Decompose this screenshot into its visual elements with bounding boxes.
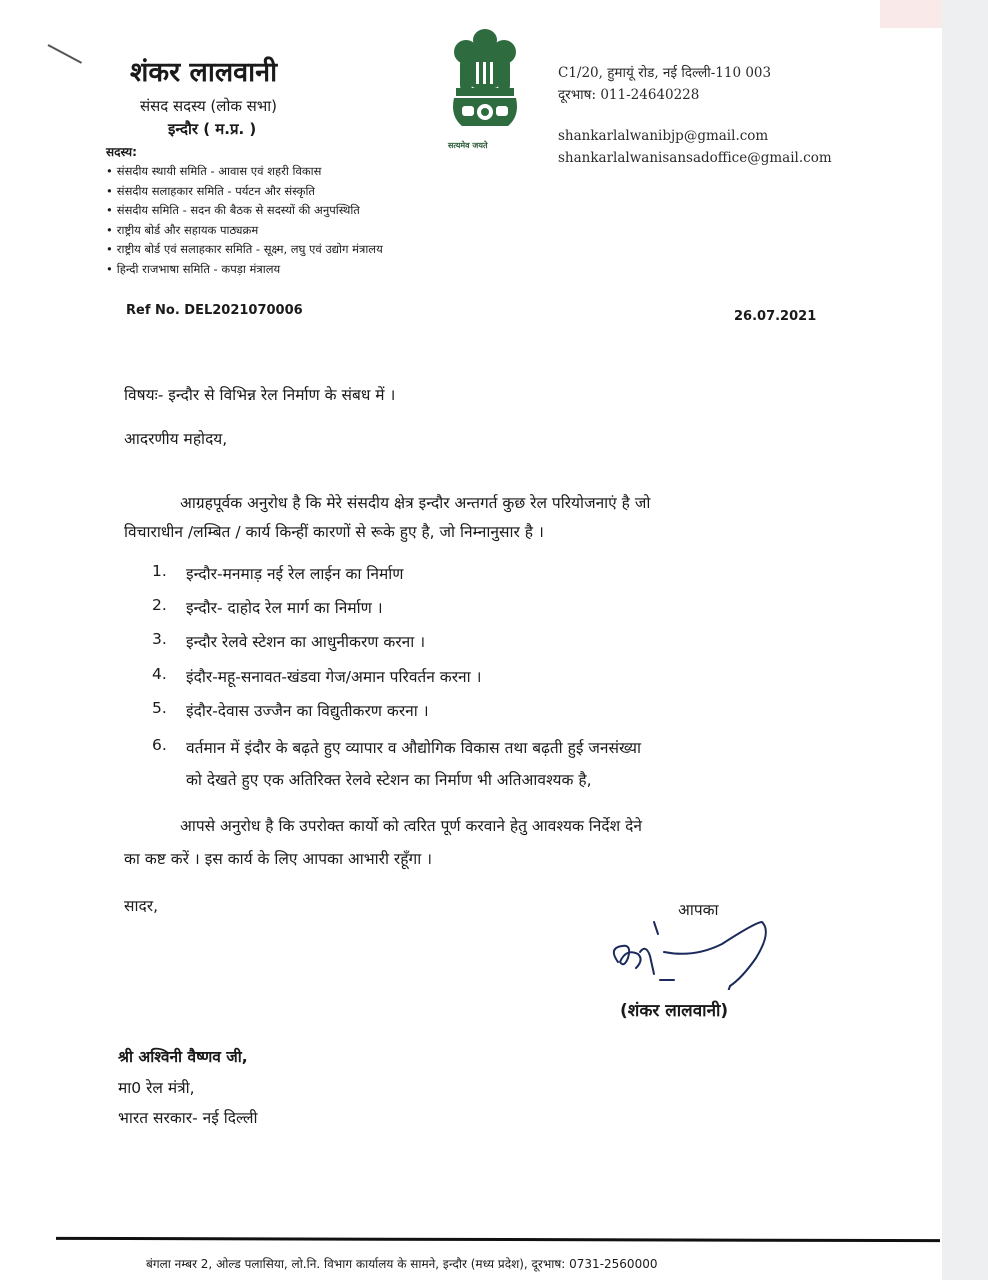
footer-address: बंगला नम्बर 2, ओल्ड पलासिया, लो.नि. विभाग कार्यालय के सामने, इन्दौर (मध्य प्रदेश), दूरभाष: 0731-2560000 bbox=[146, 1257, 658, 1271]
email-office: shankarlalwanisansadoffice@gmail.com bbox=[558, 150, 832, 166]
committee-item: • संसदीय सलाहकार समिति - पर्यटन और संस्कृति bbox=[106, 182, 383, 202]
list-item: इंदौर-महू-सनावत-खंडवा गेज/अमान परिवर्तन करना । bbox=[186, 668, 482, 686]
letterhead-role: संसद सदस्य (लोक सभा) bbox=[140, 97, 278, 115]
committee-item: • राष्ट्रीय बोर्ड और सहायक पाठ्यक्रम bbox=[106, 221, 383, 241]
committee-list bbox=[106, 162, 383, 279]
page-edge bbox=[942, 0, 988, 1280]
list-item-number: 2. bbox=[152, 596, 167, 614]
list-item-number: 1. bbox=[152, 562, 167, 580]
pen-mark bbox=[48, 44, 82, 64]
list-item: इन्दौर- दाहोद रेल मार्ग का निर्माण । bbox=[186, 599, 383, 617]
recipient-title: मा0 रेल मंत्री, bbox=[118, 1079, 195, 1097]
committee-item: • संसदीय समिति - सदन की बैठक से सदस्यों की अनुपस्थिति bbox=[106, 201, 383, 221]
national-emblem-icon bbox=[446, 26, 524, 138]
office-phone: दूरभाष: 011-24640228 bbox=[558, 87, 700, 103]
reference-number: Ref No. DEL2021070006 bbox=[126, 303, 303, 318]
email-primary: shankarlalwanibjp@gmail.com bbox=[558, 128, 769, 144]
footer-divider bbox=[56, 1237, 940, 1242]
list-item-number: 4. bbox=[152, 665, 167, 683]
committee-item: • हिन्दी राजभाषा समिति - कपड़ा मंत्रालय bbox=[106, 260, 383, 280]
committee-item: • संसदीय स्थायी समिति - आवास एवं शहरी विकास bbox=[106, 162, 383, 182]
letter-subject: विषयः- इन्दौर से विभिन्न रेल निर्माण के संबध में । bbox=[124, 386, 396, 404]
paragraph-2-line-1: आपसे अनुरोध है कि उपरोक्त कार्यो को त्वरित पूर्ण करवाने हेतु आवश्यक निर्देश देने bbox=[180, 817, 642, 835]
signer-name: (शंकर लालवानी) bbox=[620, 1001, 729, 1021]
scan-smudge bbox=[880, 0, 942, 28]
list-item-number: 5. bbox=[152, 699, 167, 717]
list-item: इन्दौर-मनमाड़ नई रेल लाईन का निर्माण bbox=[186, 565, 404, 583]
members-label: सदस्य: bbox=[106, 145, 137, 159]
letter-date: 26.07.2021 bbox=[734, 309, 817, 324]
paragraph-1-line-1: आग्रहपूर्वक अनुरोध है कि मेरे संसदीय क्षेत्र इन्दौर अन्तगर्त कुछ रेल परियोजनाएं है जो bbox=[180, 494, 651, 512]
paragraph-2-line-2: का कष्ट करें । इस कार्य के लिए आपका आभारी रहूँगा । bbox=[124, 850, 433, 868]
yours-label: आपका bbox=[678, 901, 719, 919]
recipient-name: श्री अश्विनी वैष्णव जी, bbox=[118, 1048, 248, 1066]
recipient-organization: भारत सरकार- नई दिल्ली bbox=[118, 1109, 258, 1127]
list-item-number: 3. bbox=[152, 630, 167, 648]
list-item-continuation: को देखते हुए एक अतिरिक्त रेलवे स्टेशन का निर्माण भी अतिआवश्यक है, bbox=[186, 771, 592, 789]
salutation: आदरणीय महोदय, bbox=[124, 430, 228, 448]
emblem-motto: सत्यमेव जयते bbox=[448, 141, 488, 150]
letterhead-constituency: इन्दौर ( म.प्र. ) bbox=[168, 120, 257, 138]
office-address: C1/20, हुमायूं रोड, नई दिल्ली-110 003 bbox=[558, 65, 772, 81]
list-item: इन्दौर रेलवे स्टेशन का आधुनीकरण करना । bbox=[186, 633, 426, 651]
handwritten-signature bbox=[600, 900, 780, 990]
list-item: इंदौर-देवास उज्जैन का विद्युतीकरण करना । bbox=[186, 702, 429, 720]
closing: सादर, bbox=[124, 897, 158, 915]
list-item: वर्तमान में इंदौर के बढ़ते हुए व्यापार व औद्योगिक विकास तथा बढ़ती हुई जनसंख्या bbox=[186, 739, 642, 757]
paragraph-1-line-2: विचाराधीन /लम्बित / कार्य किन्हीं कारणों से रूके हुए है, जो निम्नानुसार है । bbox=[124, 523, 544, 541]
committee-item: • राष्ट्रीय बोर्ड एवं सलाहकार समिति - सूक्ष्म, लघु एवं उद्योग मंत्रालय bbox=[106, 240, 383, 260]
list-item-number: 6. bbox=[152, 736, 167, 754]
letterhead-name: शंकर लालवानी bbox=[130, 57, 278, 88]
